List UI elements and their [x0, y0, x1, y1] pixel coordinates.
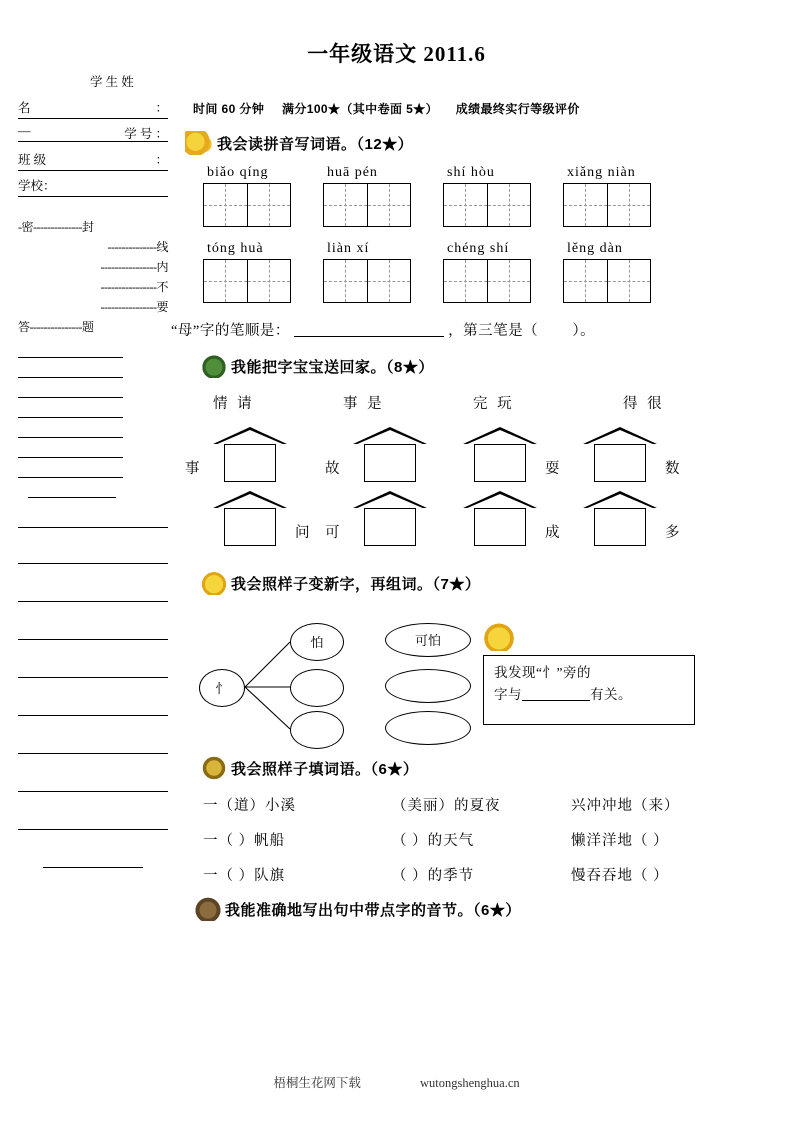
- class-row: [18, 150, 168, 176]
- answer-line-8[interactable]: [28, 478, 116, 498]
- pinyin-label: shí hòu: [447, 165, 495, 180]
- grid-cell[interactable]: [607, 260, 650, 302]
- new-char-ellipse[interactable]: [290, 669, 344, 707]
- section-1-heading: 我会读拼音写词语。（12★）: [217, 135, 414, 153]
- stroke-order-blank[interactable]: [294, 322, 444, 337]
- roof-inner: [465, 430, 535, 445]
- duck-icon: [199, 571, 229, 595]
- bubble-line-1: 我发现“忄”旁的: [494, 665, 591, 680]
- answer-line-10[interactable]: [18, 544, 168, 564]
- house-blank[interactable]: [353, 491, 427, 549]
- school-label: 学校：: [18, 179, 56, 193]
- section-fill-words: [185, 756, 760, 885]
- pinyin-label: tóng huà: [207, 241, 264, 256]
- word-block: [563, 165, 651, 227]
- grid-cell[interactable]: [324, 260, 367, 302]
- duck-icon: [480, 623, 518, 651]
- footer-site-url: wutongshenghua.cn: [420, 1076, 520, 1090]
- tianzige-grid[interactable]: [323, 183, 411, 227]
- exam-body: [171, 100, 760, 921]
- fill-row: [203, 829, 760, 850]
- char-bank-row: [213, 392, 760, 413]
- answer-line-7[interactable]: [18, 458, 123, 478]
- fill-cell-b[interactable]: （ ）的季节: [391, 868, 475, 884]
- exam-grade: 成绩最终实行等级评价: [455, 102, 580, 116]
- school-row: [18, 176, 168, 202]
- house-answer-box[interactable]: [224, 444, 276, 482]
- new-char-ellipse[interactable]: [290, 711, 344, 749]
- section-4-heading-row: [199, 756, 760, 780]
- tianzige-grid[interactable]: [203, 183, 291, 227]
- speech-bubble: [483, 655, 695, 725]
- student-name-label-row: [18, 72, 168, 98]
- char-bank-item: 完 玩: [473, 396, 515, 412]
- house-side-char: 问: [295, 525, 310, 541]
- pinyin-row-1: [203, 165, 760, 227]
- grid-cell[interactable]: [204, 260, 247, 302]
- stroke-question-after: ）。: [572, 323, 596, 339]
- student-id-text: 学 号 ：: [124, 127, 168, 141]
- word-ellipse[interactable]: 可怕: [385, 623, 471, 657]
- fill-cell-b[interactable]: （ ）的天气: [391, 833, 475, 849]
- turtle-icon: [199, 354, 229, 378]
- school-input-line[interactable]: [18, 196, 168, 197]
- house-side-char: 故: [325, 461, 340, 477]
- grid-cell[interactable]: [487, 184, 530, 226]
- radical-root-ellipse: 忄: [199, 669, 245, 707]
- answer-line-2[interactable]: [18, 358, 123, 378]
- section-pinyin: [171, 131, 760, 340]
- section-1-heading-row: [185, 131, 760, 155]
- house-answer-box[interactable]: [474, 444, 526, 482]
- word-ellipse[interactable]: [385, 669, 471, 703]
- grid-cell[interactable]: [367, 260, 410, 302]
- name-char: 名: [18, 101, 31, 115]
- grid-cell[interactable]: [444, 184, 487, 226]
- stroke-question-text: “母”字的笔顺是：: [171, 323, 290, 339]
- roof-inner: [585, 430, 655, 445]
- class-label: 班 级: [18, 153, 47, 167]
- house-answer-box[interactable]: [224, 508, 276, 546]
- section-3-heading: 我会照样子变新字，再组词。（7★）: [231, 575, 481, 593]
- student-name-input-line[interactable]: [18, 118, 168, 119]
- roof-inner: [215, 430, 285, 445]
- bubble-line-2-before: 字与: [494, 687, 522, 702]
- answer-line-6[interactable]: [18, 438, 123, 458]
- fill-cell-a[interactable]: 一（道）小溪: [203, 798, 296, 814]
- word-ellipse[interactable]: [385, 711, 471, 745]
- section-2-heading-row: [199, 354, 760, 378]
- pinyin-label: huā pén: [327, 165, 378, 180]
- grid-cell[interactable]: [564, 260, 607, 302]
- answer-line-11[interactable]: [18, 582, 168, 602]
- seal-line-2: --------------线: [107, 240, 168, 254]
- student-name-field-row: [18, 98, 168, 124]
- roof-inner: [215, 494, 285, 509]
- answer-line-13[interactable]: [18, 658, 168, 678]
- tianzige-grid[interactable]: [443, 183, 531, 227]
- house-side-char: 事: [185, 461, 200, 477]
- bee-icon: [185, 131, 215, 155]
- answer-line-4[interactable]: [18, 398, 123, 418]
- bug-icon: [199, 756, 229, 780]
- stroke-question-middle: ，第三笔是（: [448, 323, 539, 339]
- house-blank[interactable]: [353, 427, 427, 485]
- grid-cell[interactable]: [247, 260, 290, 302]
- answer-line-18[interactable]: [43, 848, 143, 868]
- word-block: [203, 241, 291, 303]
- tianzige-grid[interactable]: [443, 259, 531, 303]
- footer-site-name: 梧桐生花网下载: [273, 1076, 361, 1090]
- house-answer-box[interactable]: [364, 444, 416, 482]
- seal-line-1: -密--------------封: [18, 220, 94, 234]
- word-block: [203, 165, 291, 227]
- grid-cell[interactable]: [247, 184, 290, 226]
- house-side-char: 成: [545, 525, 560, 541]
- house-side-char: 耍: [545, 461, 560, 477]
- page-title: 一年级语文 2011.6: [307, 42, 486, 66]
- house-blank[interactable]: [583, 491, 657, 549]
- roof-inner: [355, 430, 425, 445]
- answer-line-12[interactable]: [18, 620, 168, 640]
- fill-cell-c[interactable]: 兴冲冲地（来）: [571, 798, 680, 814]
- pinyin-label: biǎo qíng: [207, 165, 269, 180]
- exam-time: 时间 60 分钟: [193, 102, 265, 116]
- house-blank[interactable]: [583, 427, 657, 485]
- answer-line-16[interactable]: [18, 772, 168, 792]
- new-char-ellipse[interactable]: 怕: [290, 623, 344, 661]
- roof-inner: [465, 494, 535, 509]
- exam-meta: [193, 100, 760, 117]
- answer-line-5[interactable]: [18, 418, 123, 438]
- house-blank[interactable]: [463, 427, 537, 485]
- char-bank-item: 事 是: [343, 396, 385, 412]
- fill-cell-a[interactable]: 一（ ）队旗: [203, 868, 286, 884]
- pinyin-label: lěng dàn: [567, 241, 623, 256]
- pinyin-label: liàn xí: [327, 241, 370, 256]
- student-info-panel: [18, 72, 168, 868]
- section-4-heading: 我会照样子填词语。（6★）: [231, 760, 419, 778]
- word-block: [323, 165, 411, 227]
- answer-line-15[interactable]: [18, 734, 168, 754]
- house-answer-box[interactable]: [594, 508, 646, 546]
- house-blank[interactable]: [213, 491, 287, 549]
- pinyin-label: xiǎng niàn: [567, 165, 636, 180]
- seal-line-4: ----------------不: [100, 280, 168, 294]
- house-side-char: 多: [665, 525, 680, 541]
- class-input-line[interactable]: [18, 170, 168, 171]
- word-block: [443, 165, 531, 227]
- footer: [0, 1073, 793, 1091]
- fill-cell-a[interactable]: 一（ ）帆船: [203, 833, 286, 849]
- answer-line-1[interactable]: [18, 338, 123, 358]
- house-side-char: 可: [325, 525, 340, 541]
- student-id-row: [18, 124, 168, 150]
- fill-cell-c[interactable]: 懒洋洋地（ ）: [571, 833, 669, 849]
- tianzige-grid[interactable]: [563, 183, 651, 227]
- word-block: [563, 241, 651, 303]
- char-bank-item: 得 很: [623, 396, 665, 412]
- answer-line-9[interactable]: [18, 508, 168, 528]
- section-5-heading: 我能准确地写出句中带点字的音节。（6★）: [225, 901, 521, 919]
- class-colon: ：: [155, 153, 168, 167]
- pinyin-label: chéng shí: [447, 241, 510, 256]
- roof-inner: [585, 494, 655, 509]
- grid-cell[interactable]: [367, 184, 410, 226]
- exam-score: 满分100★（其中卷面 5★）: [281, 102, 438, 116]
- fill-row: [203, 794, 760, 815]
- grid-cell[interactable]: [324, 184, 367, 226]
- house-answer-box[interactable]: [474, 508, 526, 546]
- word-block: [443, 241, 531, 303]
- grid-cell[interactable]: [487, 260, 530, 302]
- hedgehog-icon: [193, 897, 223, 921]
- grid-cell[interactable]: [607, 184, 650, 226]
- answer-line-17[interactable]: [18, 810, 168, 830]
- houses-row-top: [185, 427, 760, 489]
- student-id-label: —: [18, 124, 31, 138]
- house-blank[interactable]: [463, 491, 537, 549]
- student-name-label: 学 生 姓: [90, 75, 134, 89]
- house-answer-box[interactable]: [364, 508, 416, 546]
- grid-cell[interactable]: [564, 184, 607, 226]
- bubble-blank[interactable]: [522, 687, 590, 701]
- name-colon: ：: [155, 101, 168, 115]
- section-houses: [185, 354, 760, 553]
- fill-cell-c[interactable]: 慢吞吞地（ ）: [571, 868, 669, 884]
- section-pinyin-syllable: [185, 897, 760, 921]
- house-side-char: 数: [665, 461, 680, 477]
- section-radical: [185, 571, 760, 742]
- seal-line-5: ----------------要: [100, 300, 168, 314]
- tianzige-grid[interactable]: [563, 259, 651, 303]
- roof-inner: [355, 494, 425, 509]
- houses-row-bottom: [185, 491, 760, 553]
- char-bank-item: 情 请: [213, 396, 255, 412]
- section-5-heading-row: [193, 897, 760, 921]
- answer-line-3[interactable]: [18, 378, 123, 398]
- fill-row: [203, 864, 760, 885]
- seal-line-3: ----------------内: [100, 260, 168, 274]
- section-3-heading-row: [199, 571, 760, 595]
- fill-cell-b[interactable]: （美丽）的夏夜: [391, 798, 501, 814]
- house-blank[interactable]: [213, 427, 287, 485]
- bubble-line-2-after: 有关。: [590, 687, 632, 702]
- grid-cell[interactable]: [444, 260, 487, 302]
- tianzige-grid[interactable]: [323, 259, 411, 303]
- tianzige-grid[interactable]: [203, 259, 291, 303]
- bubble-line-2: [494, 684, 684, 706]
- answer-line-14[interactable]: [18, 696, 168, 716]
- grid-cell[interactable]: [204, 184, 247, 226]
- radical-diagram: [185, 607, 760, 742]
- seal-line-6: 答---------------题: [18, 320, 94, 334]
- pinyin-row-2: [203, 241, 760, 303]
- section-2-heading: 我能把字宝宝送回家。（8★）: [231, 358, 434, 376]
- house-answer-box[interactable]: [594, 444, 646, 482]
- stroke-order-question: [171, 319, 760, 340]
- word-block: [323, 241, 411, 303]
